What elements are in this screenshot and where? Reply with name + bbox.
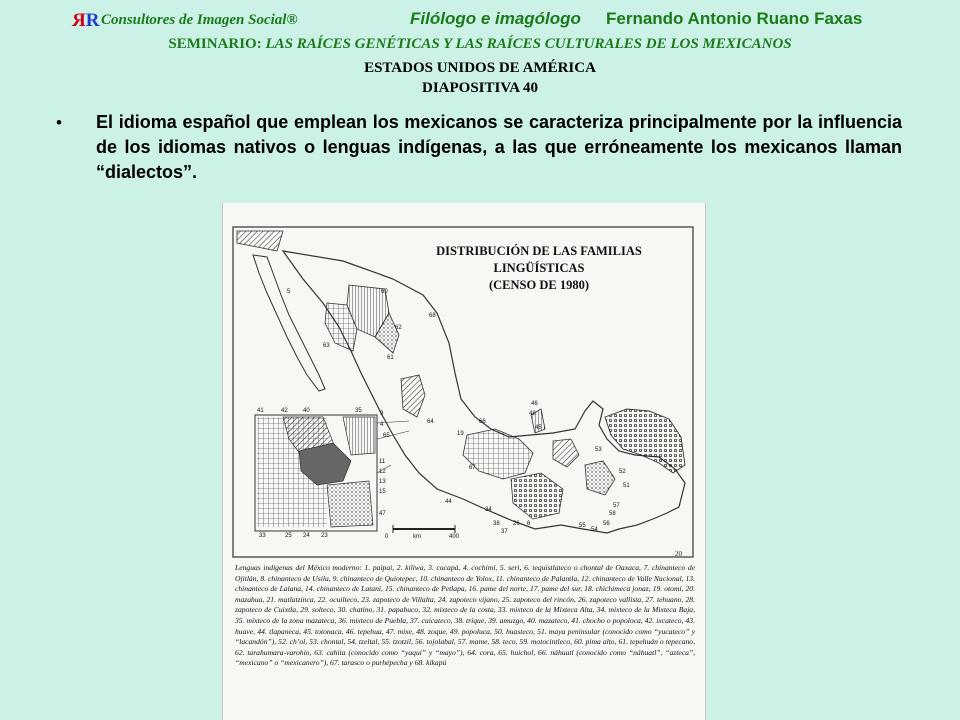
bullet-marker: • xyxy=(56,113,62,132)
label-55: 55 xyxy=(579,523,586,529)
label-52: 52 xyxy=(619,469,626,475)
label-24: 24 xyxy=(303,533,310,539)
label-9: 9 xyxy=(380,411,384,417)
author-name: Fernando Antonio Ruano Faxas xyxy=(606,9,863,28)
label-61: 61 xyxy=(387,355,394,361)
label-6: 6 xyxy=(527,521,531,527)
label-13: 13 xyxy=(379,479,386,485)
label-57: 57 xyxy=(613,503,620,509)
label-40: 40 xyxy=(303,408,310,414)
region-central-south xyxy=(463,429,533,479)
label-33: 33 xyxy=(259,533,266,539)
region-central-west xyxy=(401,375,425,417)
label-47: 47 xyxy=(379,511,386,517)
header-bar xyxy=(0,8,960,32)
brand-name: Consultores de Imagen Social® xyxy=(101,12,298,28)
label-65: 65 xyxy=(383,433,390,439)
label-53: 53 xyxy=(595,447,602,453)
label-34: 34 xyxy=(485,507,492,513)
label-12: 12 xyxy=(379,469,386,475)
label-46: 46 xyxy=(531,401,538,407)
label-63: 63 xyxy=(323,343,330,349)
label-19: 19 xyxy=(457,431,464,437)
body-paragraph: El idioma español que emplean los mexicanos se caracteriza principalmente por la influencia de los idiomas nativos o lenguas indígenas, a las que erróneamente los mexicanos llaman “dialectos”. xyxy=(96,112,902,182)
slide-number: DIAPOSITIVA 40 xyxy=(421,80,538,96)
scale-zero-label: 0 xyxy=(385,534,389,540)
label-51: 51 xyxy=(623,483,630,489)
country-heading: ESTADOS UNIDOS DE AMÉRICA xyxy=(364,60,596,76)
rr-logo xyxy=(72,10,99,32)
map-title-line1: DISTRIBUCIÓN DE LAS FAMILIAS LINGÜÍSTICAS xyxy=(436,244,642,275)
northern-border-hatch xyxy=(237,231,283,251)
scale-400-label: 400 xyxy=(449,534,460,540)
label-45: 45 xyxy=(535,425,542,431)
label-64: 64 xyxy=(427,419,434,425)
label-37: 37 xyxy=(501,529,508,535)
label-11: 11 xyxy=(379,459,386,465)
label-35: 35 xyxy=(355,408,362,414)
seminar-heading xyxy=(0,36,960,53)
logo-r-mirrored: R xyxy=(72,10,86,31)
label-48: 48 xyxy=(529,411,536,417)
seminar-title: LAS RAÍCES GENÉTICAS Y LAS RAÍCES CULTURALES DE LOS MEXICANOS xyxy=(265,36,792,52)
label-23: 23 xyxy=(321,533,328,539)
label-44: 44 xyxy=(445,499,452,505)
logo-r: R xyxy=(85,10,100,31)
region-gulf xyxy=(553,439,579,467)
author-role: Filólogo e imagólogo xyxy=(410,9,581,28)
label-42: 42 xyxy=(281,408,288,414)
label-15: 15 xyxy=(379,489,386,495)
baja-california-outline xyxy=(253,255,325,391)
seminar-label: SEMINARIO: xyxy=(168,36,266,52)
scale-unit-label: km xyxy=(413,534,421,540)
label-4: 4 xyxy=(380,422,384,428)
label-5: 5 xyxy=(287,289,291,295)
label-66: 66 xyxy=(479,419,486,425)
yucatan-region xyxy=(605,409,685,473)
inset-specks xyxy=(327,481,373,527)
label-67: 67 xyxy=(469,465,476,471)
region-chiapas xyxy=(585,461,615,495)
scanned-map-figure xyxy=(222,203,706,720)
label-60: 60 xyxy=(381,289,388,295)
label-38: 38 xyxy=(493,521,500,527)
map-title xyxy=(399,243,679,294)
label-41: 41 xyxy=(257,408,264,414)
figure-page-number: 20 xyxy=(675,550,682,558)
label-54: 54 xyxy=(591,527,598,533)
region-oaxaca xyxy=(511,473,563,519)
figure-caption: Lenguas indígenas del México moderno: 1. paipai, 2. kiliwa, 3. cucapá, 4. cochimí, 5. seri, 6. tequistlateco o chontal de Oaxaca, 7. chinanteco de Ojitlán, 8. chinanteco de Usila, 9. chinanteco de Quiotepec, 10. chinanteco de Yolox, 11. chinanteco de Palantla, 12. chinanteco de Valle Nacional, 13. chinanteco de Lalana, 14. chinanteco de Latani, 15. chinanteco de Petlapa, 16. pame del norte, 17. pame del sur, 18. chichimeca jonaz, 19. otomí, 20. mazahua, 21. matlatzinca, 22. ocuilteco, 23. zapoteco de Villalta, 24. zapoteco vijano, 25. zapoteco del rincón, 26. zapoteco vallista, 27. tehuano, 28. zapoteco de Cuixtla, 29. solteco, 30. chatino, 31. papabuco, 32. mixteco de la costa, 33. mixteco de la Mixteca Alta, 34. mixteco de la Mixteca Baja, 35. mixteco de la zona mazateca, 36. mixteco de Puebla, 37. cuicateco, 38. trique, 39. amuzgo, 40. mazateco, 41. chocho o popoloca, 42. ixcateco, 43. huave, 44. tlapaneca, 45. totonaca, 46. tepehua, 47. mixe, 48. zoque, 49. popoluca, 50. huasteco, 51. maya peninsular (conocido como “yucateco” y “lacandón”), 52. ch’ol, 53. chontal, 54. tzeltal, 55. tzotzil, 56. tojolabal, 57. mame, 58. teco, 59. motocintleco, 60. pima alto, 61. tepehuán o tepecano, 62. tarahumara-varohío, 63. cahita (conocido como “yaqui” y “mayo”), 64. cora, 65. huichol, 66. náhuatl (conocido como “náhuatl”, “azteca”, “mexicano” o “mexicanero”), 67. tarasco o purhépecha y 68. kikapú xyxy=(235,563,695,668)
map-title-line2: (CENSO DE 1980) xyxy=(488,278,589,292)
label-62: 62 xyxy=(395,325,402,331)
label-25: 25 xyxy=(285,533,292,539)
label-68: 68 xyxy=(429,313,436,319)
label-58: 58 xyxy=(609,511,616,517)
label-26: 26 xyxy=(513,521,520,527)
label-56: 56 xyxy=(603,521,610,527)
